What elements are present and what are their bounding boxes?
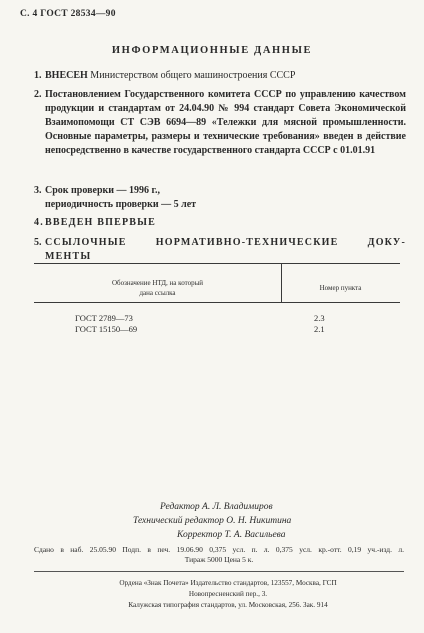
item-number: 1. xyxy=(34,70,42,81)
technical-editor: Технический редактор О. Н. Никитина xyxy=(133,516,292,526)
item-3-line-2: периодичность проверки — 5 лет xyxy=(45,199,197,210)
item-3-line-1: Срок проверки — 1996 г., xyxy=(45,185,160,196)
page-header: С. 4 ГОСТ 28534—90 xyxy=(20,9,116,19)
column-header-document: Обозначение НТД, на который дана ссылка xyxy=(111,279,204,297)
item-4-text: ВВЕДЕН ВПЕРВЫЕ xyxy=(45,217,157,228)
cell-doc: ГОСТ 15150—69 xyxy=(75,324,138,334)
footer-line-3: Калужская типография стандартов, ул. Московская, 256. Зак. 914 xyxy=(128,601,328,609)
footer-line-2: Новопресненский пер., 3. xyxy=(188,590,268,598)
item-number: 4. xyxy=(34,217,44,228)
table-top-rule xyxy=(34,263,400,264)
imprint-line-2: Тираж 5000 Цена 5 к. xyxy=(184,555,254,564)
page-title: ИНФОРМАЦИОННЫЕ ДАННЫЕ xyxy=(111,45,313,56)
editor: Редактор А. Л. Владимиров xyxy=(160,502,273,512)
corrector: Корректор Т. А. Васильева xyxy=(177,530,286,540)
cell-point: 2.1 xyxy=(314,324,325,334)
item-1-text: Министерством общего машиностроения СССР xyxy=(87,70,296,81)
item-5-line-1: ССЫЛОЧНЫЕ НОРМАТИВНО-ТЕХНИЧЕСКИЕ ДОКУ- xyxy=(45,237,406,248)
footer-line-1: Ордена «Знак Почета» Издательство стандартов, 123557, Москва, ГСП xyxy=(119,579,337,587)
item-number: 3. xyxy=(34,185,42,196)
item-number: 2. xyxy=(34,89,42,100)
table-header-rule xyxy=(34,302,400,303)
publisher-footer xyxy=(48,578,408,611)
item-2-text: Постановлением Государственного комитета СССР по управлению качеством продукции и стандартам от 24.04.90 № 994 стандарт Совета Экономической Взаимопомощи СТ СЭВ 6694—89 «Тележки для мясной промышленности. Основные параметры, размеры и технические требования» введен в действие непосредственно в качестве государственного стандарта СССР с 01.01.91 xyxy=(45,89,406,156)
item-1-label: ВНЕСЕН xyxy=(45,70,88,81)
cell-doc: ГОСТ 2789—73 xyxy=(75,313,133,323)
imprint-line-1: Сдано в наб. 25.05.90 Подп. в печ. 19.06.90 0,375 усл. п. л. 0,375 усл. кр.-отт. 0,19 уч.-изд. л. xyxy=(34,545,404,554)
item-number: 5. xyxy=(34,237,42,248)
column-header-point: Номер пункта xyxy=(319,284,362,292)
item-5-line-2: МЕНТЫ xyxy=(45,251,92,262)
footer-rule xyxy=(34,571,404,572)
cell-point: 2.3 xyxy=(314,313,325,323)
imprint xyxy=(34,545,404,565)
